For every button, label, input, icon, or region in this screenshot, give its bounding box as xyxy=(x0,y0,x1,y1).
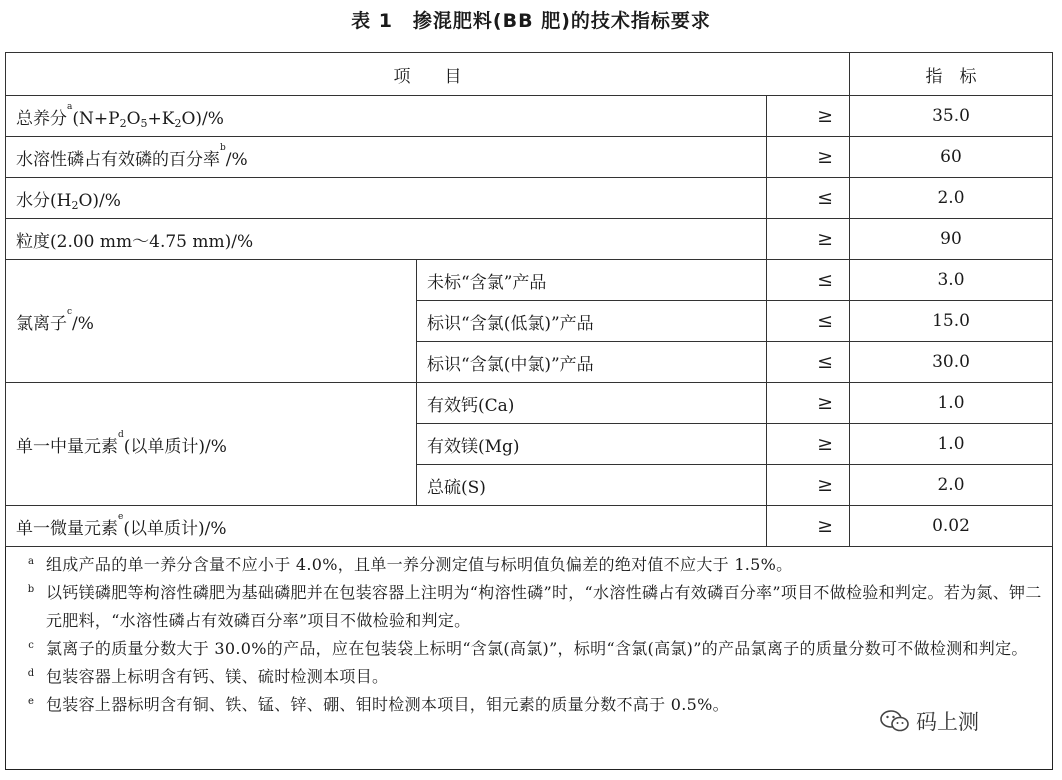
indicator-value: 2.0 xyxy=(850,465,1053,506)
footnote-text: 组成产品的单一养分含量不应小于 4.0%，且单一养分测定值与标明值负偏差的绝对值不应大于 1.5%。 xyxy=(46,555,793,574)
wechat-icon xyxy=(880,710,910,732)
footnote-text: 氯离子的质量分数大于 30.0%的产品，应在包装袋上标明“含氯(高氯)”，标明“含氯(高氯)”的产品氯离子的质量分数可不做检测和判定。 xyxy=(46,639,1028,658)
sub-label: 有效镁(Mg) xyxy=(417,424,767,465)
table-row xyxy=(6,219,1053,260)
sub-label: 未标“含氯”产品 xyxy=(417,260,767,301)
indicator-value: 30.0 xyxy=(850,342,1053,383)
comparison-symbol: ≥ xyxy=(767,424,850,465)
header-indicator: 指 标 xyxy=(850,53,1053,96)
footnote xyxy=(16,663,1046,691)
row-label-water-soluble-p: 水溶性磷占有效磷的百分率$^b$/% xyxy=(6,137,767,178)
spec-table xyxy=(5,52,1053,547)
comparison-symbol: ≤ xyxy=(767,342,850,383)
footnote-mark: a xyxy=(28,556,34,567)
row-label-granularity: 粒度(2.00 mm～4.75 mm)/% xyxy=(6,219,767,260)
row-label-total-nutrient: 总养分$^a(N+P_2O_5+K_2O)/\%$ xyxy=(6,96,767,137)
footnote-mark: b xyxy=(27,584,35,595)
footnote xyxy=(16,579,1046,635)
row-label-moisture: 水分$(H_2O)/\%$ xyxy=(6,178,767,219)
indicator-value: 2.0 xyxy=(850,178,1053,219)
sub-label: 总硫(S) xyxy=(417,465,767,506)
row-label-micro-element: 单一微量元素$^e$(以单质计)/% xyxy=(6,506,767,547)
footnotes xyxy=(16,551,1046,719)
indicator-value: 90 xyxy=(850,219,1053,260)
footnote xyxy=(16,635,1046,663)
table-row xyxy=(6,96,1053,137)
footnote-text: 包装容上器标明含有铜、铁、锰、锌、硼、钼时检测本项目，钼元素的质量分数不高于 0.5%。 xyxy=(46,695,729,714)
indicator-value: 35.0 xyxy=(850,96,1053,137)
table-row xyxy=(6,506,1053,547)
comparison-symbol: ≥ xyxy=(767,137,850,178)
indicator-value: 15.0 xyxy=(850,301,1053,342)
footnote-mark: e xyxy=(28,696,34,707)
header-item: 项 目 xyxy=(6,53,850,96)
row-label-secondary-element: 单一中量元素$^d$(以单质计)/% xyxy=(6,383,417,506)
indicator-value: 1.0 xyxy=(850,383,1053,424)
sub-label: 标识“含氯(低氯)”产品 xyxy=(417,301,767,342)
table-row xyxy=(6,178,1053,219)
comparison-symbol: ≤ xyxy=(767,301,850,342)
footnote-text: 以钙镁磷肥等枸溶性磷肥为基础磷肥并在包装容器上注明为“枸溶性磷”时，“水溶性磷占有效磷百分率”项目不做检验和判定。若为氮、钾二元肥料，“水溶性磷占有效磷百分率”项目不做检验和判定。 xyxy=(46,583,1042,630)
table-row xyxy=(6,137,1053,178)
sub-label: 标识“含氯(中氯)”产品 xyxy=(417,342,767,383)
footnote-text: 包装容器上标明含有钙、镁、硫时检测本项目。 xyxy=(46,667,389,686)
table-title: 表 1 掺混肥料(BB 肥)的技术指标要求 xyxy=(351,10,711,32)
table-header-row xyxy=(6,53,1053,96)
indicator-value: 1.0 xyxy=(850,424,1053,465)
sub-label: 有效钙(Ca) xyxy=(417,383,767,424)
table-row xyxy=(6,260,1053,301)
watermark xyxy=(880,706,979,736)
comparison-symbol: ≤ xyxy=(767,178,850,219)
comparison-symbol: ≥ xyxy=(767,219,850,260)
footnote xyxy=(16,551,1046,579)
comparison-symbol: ≥ xyxy=(767,465,850,506)
footnote-mark: c xyxy=(28,640,34,651)
comparison-symbol: ≥ xyxy=(767,96,850,137)
row-label-chloride: 氯离子$^c$/% xyxy=(6,260,417,383)
footnote-mark: d xyxy=(27,668,35,679)
watermark-text: 码上测 xyxy=(916,710,979,734)
table-row xyxy=(6,383,1053,424)
comparison-symbol: ≤ xyxy=(767,260,850,301)
comparison-symbol: ≥ xyxy=(767,383,850,424)
indicator-value: 60 xyxy=(850,137,1053,178)
comparison-symbol: ≥ xyxy=(767,506,850,547)
indicator-value: 3.0 xyxy=(850,260,1053,301)
indicator-value: 0.02 xyxy=(850,506,1053,547)
